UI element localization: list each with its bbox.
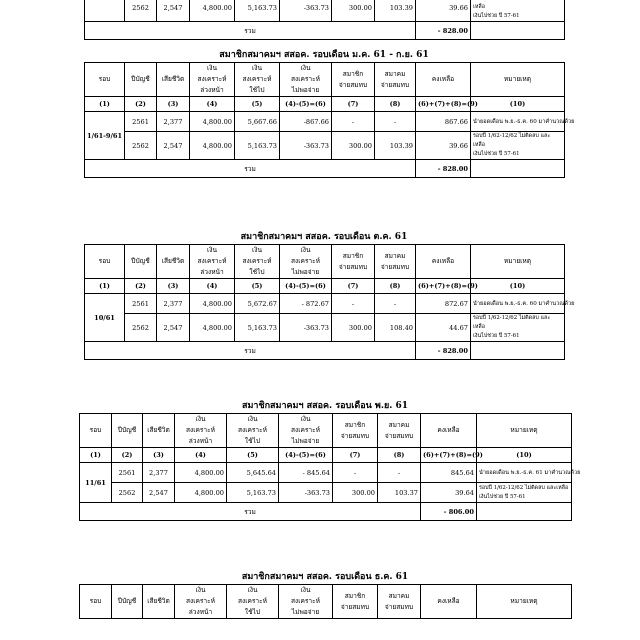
section-nov-61 — [79, 399, 581, 521]
section-jan-sep-61 — [84, 48, 575, 178]
round-cell: 11/61 — [80, 463, 112, 503]
col-note: หมายเหตุ — [477, 414, 572, 448]
total-label: รวม — [85, 22, 416, 40]
col-assoc: สมาคม จ่ายสมทบ — [375, 63, 416, 97]
total-label: รวม — [85, 342, 416, 360]
col-advance: เงิน สงเคราะห์ ล่วงหน้า — [175, 585, 227, 619]
col-round: รอบ — [80, 414, 112, 448]
section-title: สมาชิกสมาคมฯ สสอค. รอบเดือน พ.ย. 61 — [241, 401, 409, 411]
total-value: - 806.00 — [421, 503, 477, 521]
col-year: ปีบัญชี — [125, 63, 157, 97]
col-advance: เงิน สงเคราะห์ ล่วงหน้า — [190, 245, 235, 279]
col-unpaid: เงิน สงเคราะห์ ไม่พอจ่าย — [280, 245, 332, 279]
col-member: สมาชิก จ่ายสมทบ — [332, 63, 375, 97]
col-note: หมายเหตุ — [471, 245, 565, 279]
table-row: 2562 2,547 4,800.00 5,163.73 -363.73 300.00 108.40 44.67 รอบปี 1/62-12/62 ไม่ติดลบ และเหลือ เงินไปช่วย ปี 57-61 — [85, 314, 565, 342]
total-label: รวม — [80, 503, 421, 521]
col-member: สมาชิก จ่ายสมทบ — [333, 414, 378, 448]
year-cell: 2562 — [125, 0, 157, 22]
assoc-cell: 103.39 — [375, 0, 416, 22]
round-cell: 1/61-9/61 — [85, 112, 125, 160]
summary-table: รอบ ปีบัญชี เสียชีวิต เงิน สงเคราะห์ ล่วงหน้า เงิน สงเคราะห์ ใช้ไป เงิน สงเคราะห์ ไม่พอจ่าย สมาชิก จ่ายสมทบ สมาคม จ่ายสมทบ คงเหลือ หมายเหตุ (1) (2) (3) (4) (5) (4)-(5)=(6) (7) (8) (6)+(7)+(8)=(9) (10) 10/61 2561 2,377 4,800.00 5,672.67 - 872.67 - - 872.67 นำยอดเดือน พ.ย.-ธ.ค. 60 มาคำนวณด้วย 2562 2,547 4,800.00 5,163.73 -363.73 300.00 108.40 44.67 รอบปี 1/62-12/62 ไม่ติดลบ และเหลือ เงินไปช่วย ปี 57-61 รวม - 828.00 — [84, 244, 565, 360]
unpaid-cell: -363.73 — [280, 0, 332, 22]
round-cell — [85, 0, 125, 22]
table-row: 2562 2,547 4,800.00 5,163.73 -363.73 300.00 103.39 39.66 รอบปี 1/62-12/62 ไม่ติดลบ และเหลือ เงินไปช่วย ปี 57-61 — [85, 132, 565, 160]
col-note: หมายเหตุ — [477, 585, 572, 619]
col-used: เงิน สงเคราะห์ ใช้ไป — [235, 245, 280, 279]
table-row: 10/61 2561 2,377 4,800.00 5,672.67 - 872.67 - - 872.67 นำยอดเดือน พ.ย.-ธ.ค. 60 มาคำนวณด้วย — [85, 294, 565, 314]
col-assoc: สมาคม จ่ายสมทบ — [378, 414, 421, 448]
total-value: - 828.00 — [416, 22, 471, 40]
col-unpaid: เงิน สงเคราะห์ ไม่พอจ่าย — [279, 585, 333, 619]
col-deaths: เสียชีวิต — [143, 414, 175, 448]
total-label: รวม — [85, 160, 416, 178]
col-balance: คงเหลือ — [416, 63, 471, 97]
col-unpaid: เงิน สงเคราะห์ ไม่พอจ่าย — [280, 63, 332, 97]
section-dec-61 — [79, 570, 571, 619]
col-note: หมายเหตุ — [471, 63, 565, 97]
note-cell: เหลือ เงินไปช่วย ปี 57-61 — [471, 0, 565, 22]
col-balance: คงเหลือ — [421, 414, 477, 448]
col-round: รอบ — [85, 63, 125, 97]
col-balance: คงเหลือ — [421, 585, 477, 619]
used-cell: 5,163.73 — [235, 0, 280, 22]
col-year: ปีบัญชี — [125, 245, 157, 279]
col-unpaid: เงิน สงเคราะห์ ไม่พอจ่าย — [279, 414, 333, 448]
section-title: สมาชิกสมาคมฯ สสอค. รอบเดือน ต.ค. 61 — [240, 232, 408, 242]
col-year: ปีบัญชี — [112, 585, 143, 619]
col-member: สมาชิก จ่ายสมทบ — [333, 585, 378, 619]
summary-table — [79, 584, 572, 619]
round-cell: 10/61 — [85, 294, 125, 342]
member-cell: 300.00 — [332, 0, 375, 22]
table-row: 11/61 2561 2,377 4,800.00 5,645.64 - 845.64 - - 845.64 นำยอดเดือน พ.ย.-ธ.ค. 61 มาคำนวณด้วย — [80, 463, 572, 483]
section-oct-61 — [84, 230, 575, 360]
table-row: 2562 2,547 4,800.00 5,163.73 -363.73 300.00 103.37 39.64 รอบปี 1/62-12/62 ไม่ติดลบ และเหลือ เงินไปช่วย ปี 57-61 — [80, 483, 572, 503]
col-used: เงิน สงเคราะห์ ใช้ไป — [227, 585, 279, 619]
top-partial-table — [84, 0, 564, 40]
advance-cell: 4,800.00 — [190, 0, 235, 22]
col-advance: เงิน สงเคราะห์ ล่วงหน้า — [175, 414, 227, 448]
col-assoc: สมาคม จ่ายสมทบ — [378, 585, 421, 619]
col-member: สมาชิก จ่ายสมทบ — [332, 245, 375, 279]
deaths-cell: 2,547 — [157, 0, 190, 22]
summary-table: รอบ ปีบัญชี เสียชีวิต เงิน สงเคราะห์ ล่วงหน้า เงิน สงเคราะห์ ใช้ไป เงิน สงเคราะห์ ไม่พอจ่าย สมาชิก จ่ายสมทบ สมาคม จ่ายสมทบ คงเหลือ หมายเหตุ (1) (2) (3) (4) (5) (4)-(5)=(6) (7) (8) (6)+(7)+(8)=(9) (10) 1/61-9/61 2561 2,377 4,800.00 5,667.66 -867.66 - - 867.66 นำยอดเดือน พ.ย.-ธ.ค. 60 มาคำนวณด้วย 2562 2,547 4,800.00 5,163.73 -363.73 300.00 103.39 39.66 รอบปี 1/62-12/62 ไม่ติดลบ และเหลือ เงินไปช่วย ปี 57-61 รวม - 828.00 — [84, 62, 565, 178]
col-deaths: เสียชีวิต — [157, 63, 190, 97]
balance-cell: 39.66 — [416, 0, 471, 22]
total-value: - 828.00 — [416, 160, 471, 178]
col-round: รอบ — [85, 245, 125, 279]
col-round: รอบ — [80, 585, 112, 619]
col-deaths: เสียชีวิต — [157, 245, 190, 279]
table-row: 1/61-9/61 2561 2,377 4,800.00 5,667.66 -867.66 - - 867.66 นำยอดเดือน พ.ย.-ธ.ค. 60 มาคำนวณด้วย — [85, 112, 565, 132]
col-deaths: เสียชีวิต — [143, 585, 175, 619]
section-title: สมาชิกสมาคมฯ สสอค. รอบเดือน ม.ค. 61 - ก.ย. 61 — [219, 50, 429, 60]
col-advance: เงิน สงเคราะห์ ล่วงหน้า — [190, 63, 235, 97]
col-used: เงิน สงเคราะห์ ใช้ไป — [227, 414, 279, 448]
total-value: - 828.00 — [416, 342, 471, 360]
col-used: เงิน สงเคราะห์ ใช้ไป — [235, 63, 280, 97]
summary-table: รอบ ปีบัญชี เสียชีวิต เงิน สงเคราะห์ ล่วงหน้า เงิน สงเคราะห์ ใช้ไป เงิน สงเคราะห์ ไม่พอจ่าย สมาชิก จ่ายสมทบ สมาคม จ่ายสมทบ คงเหลือ หมายเหตุ (1) (2) (3) (4) (5) (4)-(5)=(6) (7) (8) (6)+(7)+(8)=(9) (10) 11/61 2561 2,377 4,800.00 5,645.64 - 845.64 - - 845.64 นำยอดเดือน พ.ย.-ธ.ค. 61 มาคำนวณด้วย 2562 2,547 4,800.00 5,163.73 -363.73 300.00 103.37 39.64 รอบปี 1/62-12/62 ไม่ติดลบ และเหลือ เงินไปช่วย ปี 57-61 รวม - 806.00 — [79, 413, 572, 521]
section-title: สมาชิกสมาคมฯ สสอค. รอบเดือน ธ.ค. 61 — [241, 572, 409, 582]
col-balance: คงเหลือ — [416, 245, 471, 279]
col-year: ปีบัญชี — [112, 414, 143, 448]
col-assoc: สมาคม จ่ายสมทบ — [375, 245, 416, 279]
